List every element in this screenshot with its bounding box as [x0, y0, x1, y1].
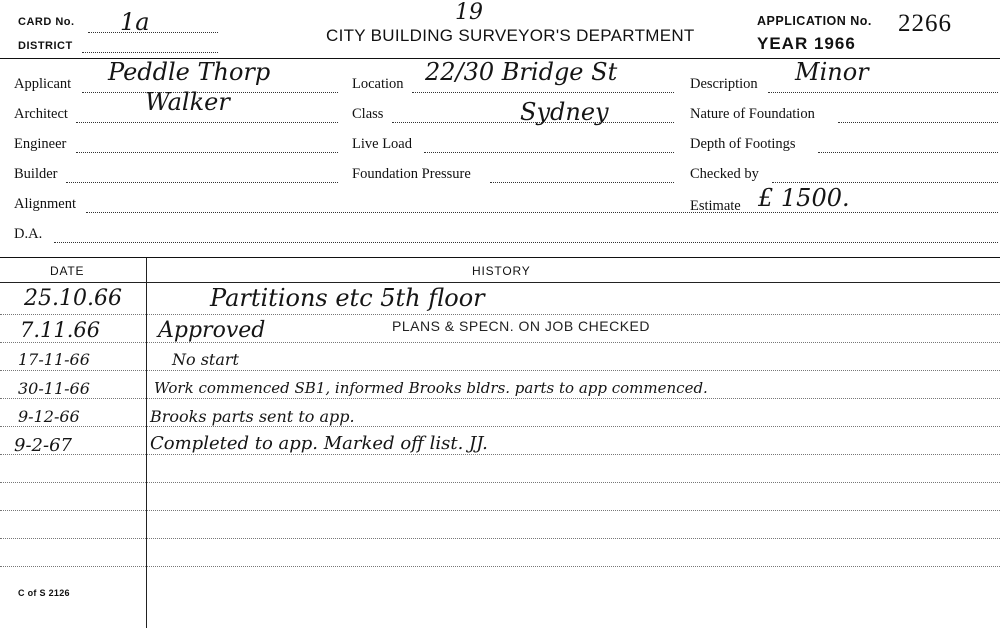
card-no-dotline	[88, 32, 218, 33]
nature-of-foundation-dotline	[838, 122, 998, 123]
da-dotline	[54, 242, 998, 243]
description-label: Description	[690, 76, 758, 92]
checked-by-dotline	[772, 182, 998, 183]
history-date: 25.10.66	[24, 286, 122, 311]
title-note: 19	[455, 0, 483, 25]
history-entry: Approved	[158, 318, 266, 343]
nature-of-foundation-label: Nature of Foundation	[690, 106, 815, 122]
application-no-value: 2266	[898, 10, 952, 37]
architect-label: Architect	[14, 106, 68, 122]
ruled-line	[0, 538, 1000, 539]
architect-value: Walker	[145, 88, 230, 116]
year-label: YEAR 1966	[757, 34, 856, 53]
history-entry: Completed to app. Marked off list. JJ.	[150, 433, 488, 454]
history-entry: Partitions etc 5th floor	[210, 284, 485, 312]
builder-label: Builder	[14, 166, 58, 182]
department-title: CITY BUILDING SURVEYOR'S DEPARTMENT	[326, 26, 695, 45]
history-column-header: HISTORY	[472, 264, 531, 278]
live-load-label: Live Load	[352, 136, 412, 152]
foundation-pressure-dotline	[490, 182, 674, 183]
location-dotline	[412, 92, 674, 93]
engineer-label: Engineer	[14, 136, 67, 152]
location-value: 22/30 Bridge St	[425, 58, 618, 86]
estimate-value: £ 1500.	[758, 184, 850, 212]
district-label: DISTRICT	[18, 40, 73, 52]
ruled-line	[0, 342, 1000, 343]
depth-of-footings-label: Depth of Footings	[690, 136, 796, 152]
history-date: 9-2-67	[14, 435, 72, 456]
live-load-dotline	[424, 152, 674, 153]
history-date: 7.11.66	[20, 318, 101, 342]
class-value: Sydney	[520, 98, 609, 126]
ruled-line	[0, 566, 1000, 567]
history-entry: No start	[172, 350, 239, 369]
history-entry: Work commenced SB1, informed Brooks bldrs. parts to app commenced.	[154, 379, 708, 397]
checked-by-label: Checked by	[690, 166, 759, 182]
ruled-line	[0, 398, 1000, 399]
description-value: Minor	[795, 58, 869, 86]
alignment-dotline	[86, 212, 998, 213]
history-date: 30-11-66	[18, 379, 90, 398]
card-no-value: 1a	[120, 8, 150, 36]
history-entry: Brooks parts sent to app.	[150, 407, 355, 426]
class-label: Class	[352, 106, 384, 122]
ruled-line	[0, 370, 1000, 371]
location-label: Location	[352, 76, 404, 92]
builder-dotline	[66, 182, 338, 183]
district-dotline	[82, 52, 218, 53]
card-no-label: CARD No.	[18, 16, 75, 28]
ruled-line	[0, 454, 1000, 455]
history-date: 17-11-66	[18, 350, 90, 369]
applicant-value: Peddle Thorp	[108, 58, 271, 86]
date-column-header: DATE	[50, 264, 85, 278]
ruled-line	[0, 314, 1000, 315]
foundation-pressure-label: Foundation Pressure	[352, 166, 471, 182]
ruled-line	[0, 426, 1000, 427]
history-date: 9-12-66	[18, 407, 80, 426]
description-dotline	[768, 92, 998, 93]
engineer-dotline	[76, 152, 338, 153]
fields-rule	[0, 257, 1000, 258]
form-code: C of S 2126	[18, 588, 70, 598]
alignment-label: Alignment	[14, 196, 77, 212]
applicant-label: Applicant	[14, 76, 72, 92]
architect-dotline	[76, 122, 338, 123]
da-label: D.A.	[14, 226, 43, 242]
estimate-label: Estimate	[690, 198, 741, 214]
table-header-rule	[0, 282, 1000, 283]
ruled-line	[0, 482, 1000, 483]
ruled-line	[0, 510, 1000, 511]
application-no-label: APPLICATION No.	[757, 14, 872, 28]
plans-checked-stamp: PLANS & SPECN. ON JOB CHECKED	[392, 318, 651, 334]
depth-of-footings-dotline	[818, 152, 998, 153]
